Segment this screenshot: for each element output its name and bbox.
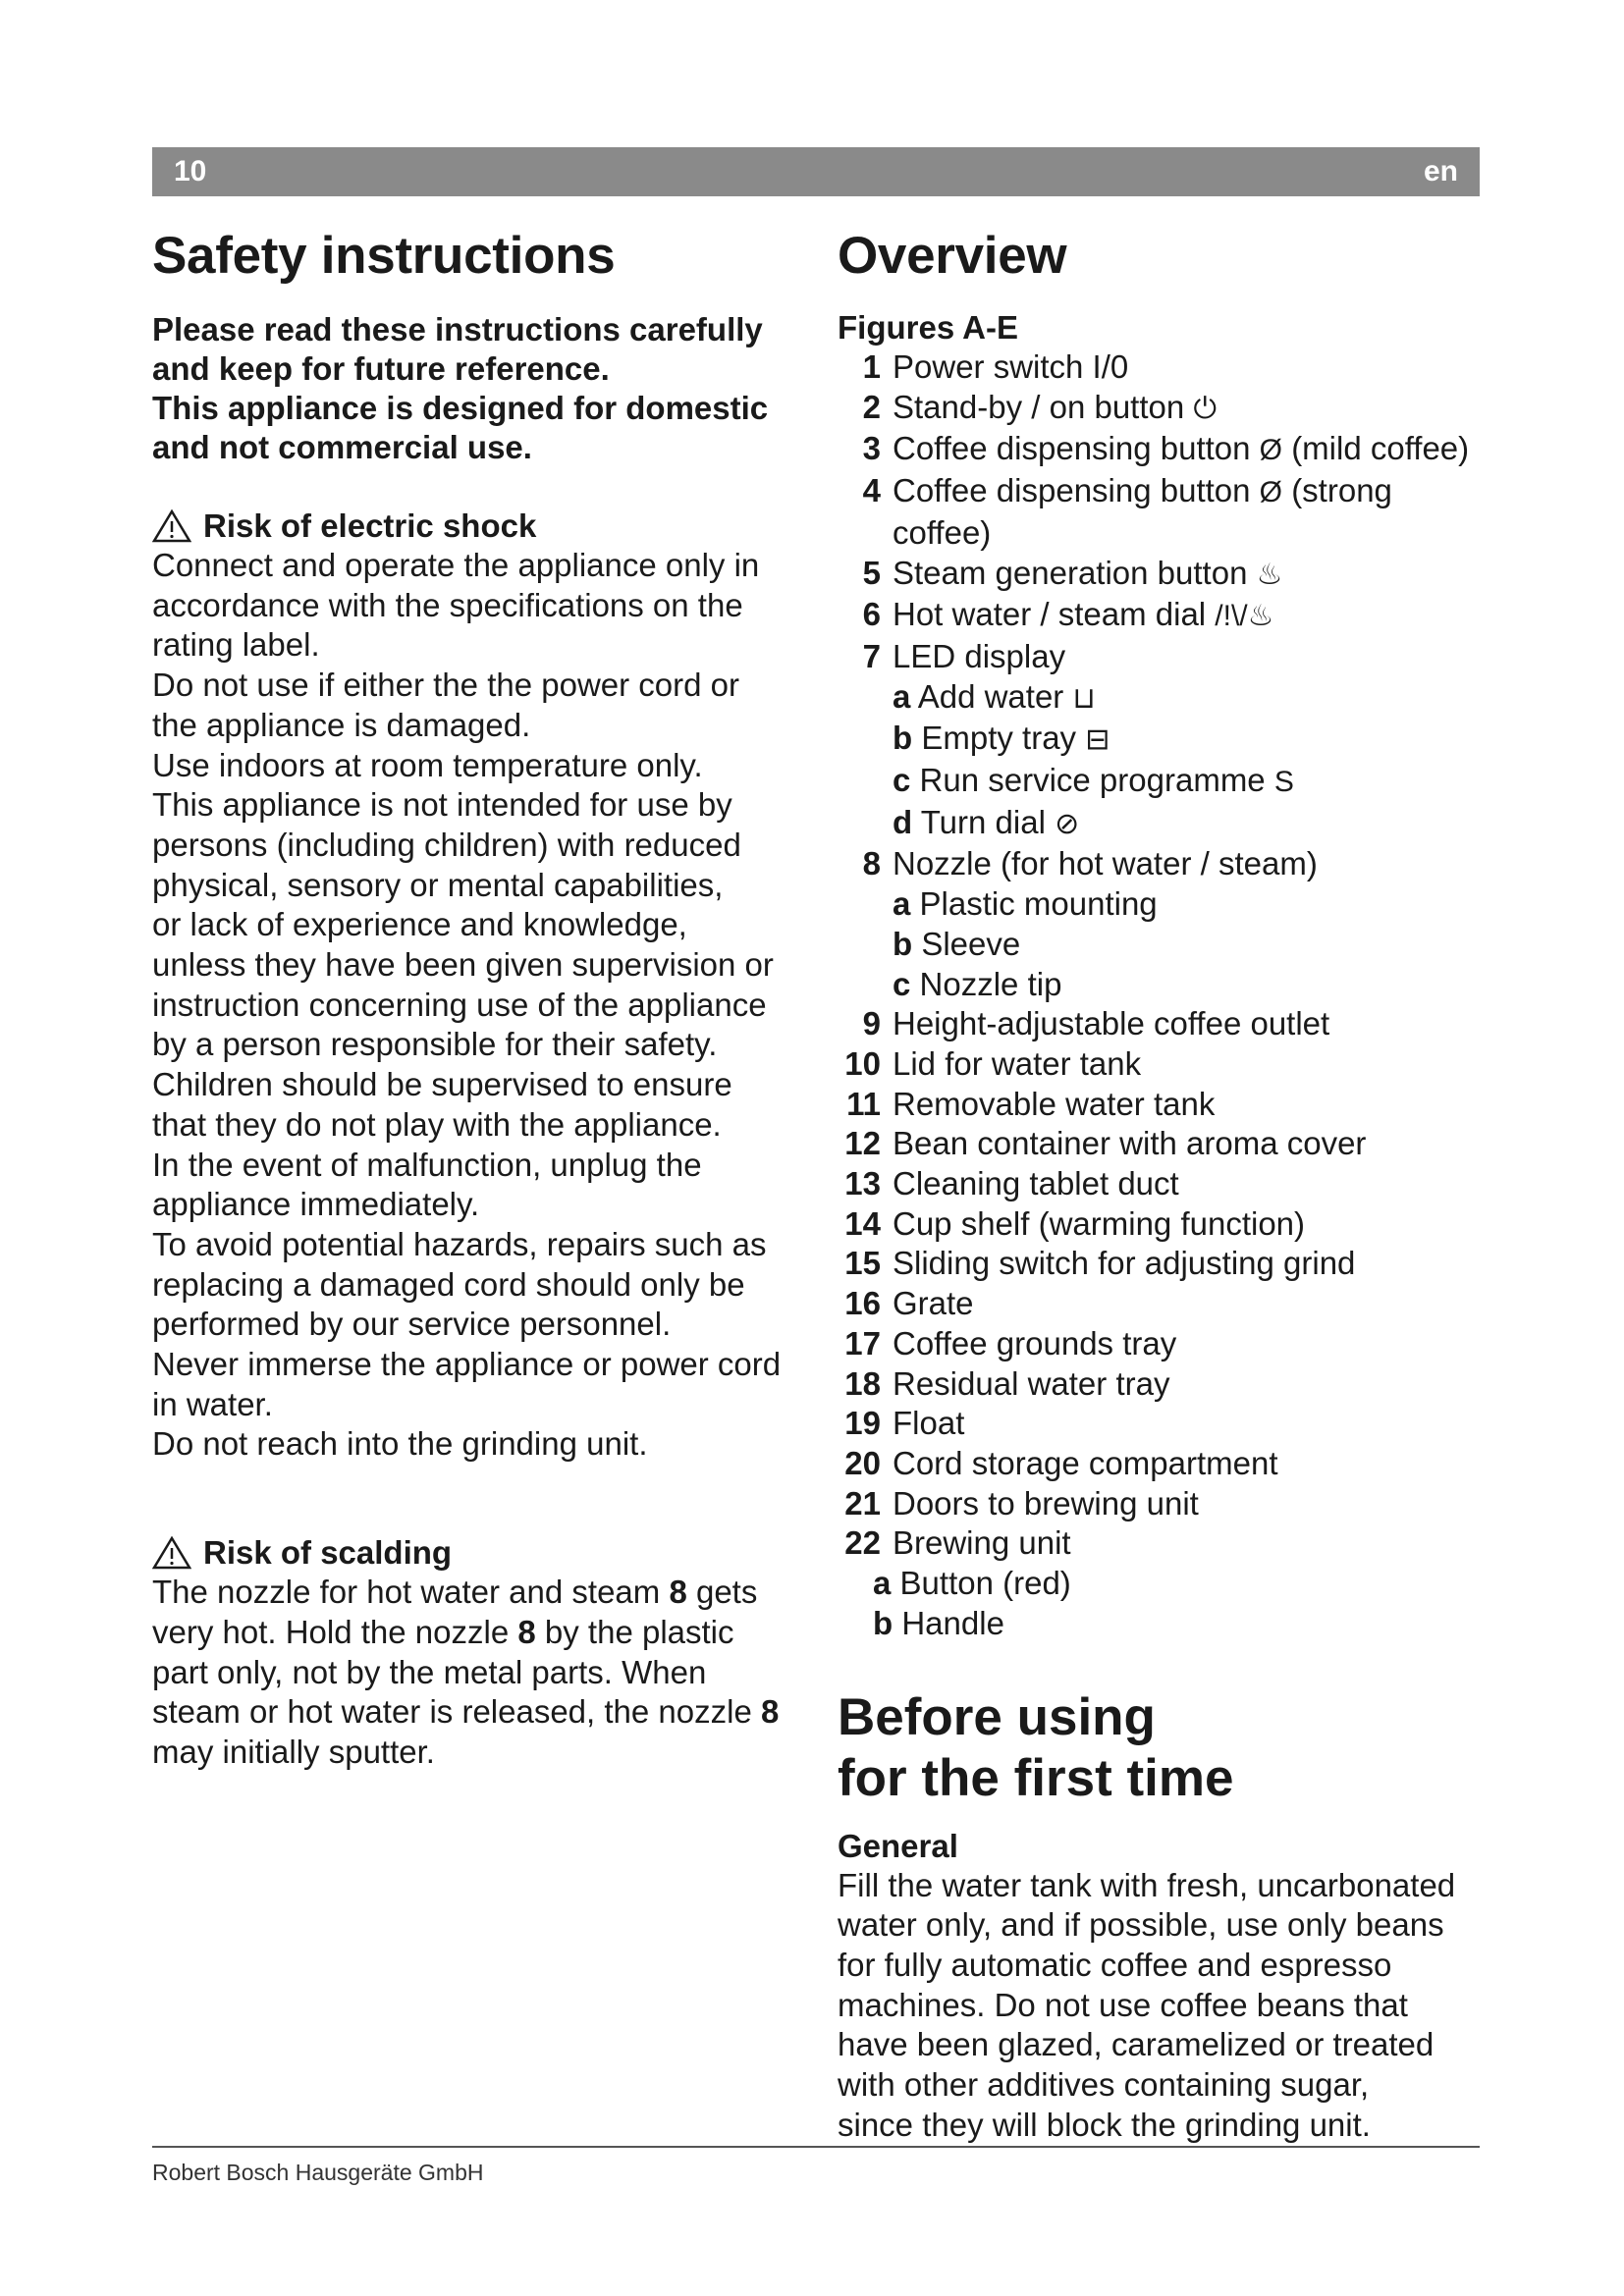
text-line: rating label.	[152, 626, 320, 664]
sub-item: c Nozzle tip	[893, 965, 1062, 1002]
list-item-continuation: coffee)	[893, 513, 992, 551]
add-water-icon: ⊔	[1072, 681, 1096, 715]
footer-company: Robert Bosch Hausgeräte GmbH	[152, 2160, 484, 2185]
overview-column	[838, 224, 1486, 2145]
intro-line: Please read these instructions carefully	[152, 311, 763, 347]
text-line: part only, not by the metal parts. When	[152, 1653, 707, 1690]
sub-item: b Sleeve	[893, 925, 1021, 962]
electric-shock-heading-text: Risk of electric shock	[203, 507, 537, 544]
text-line: Do not reach into the grinding unit.	[152, 1425, 648, 1463]
electric-shock-heading	[152, 507, 800, 546]
list-item: 4 Coffee dispensing button Ø (strong	[862, 472, 1392, 509]
list-item: 20 Cord storage compartment	[844, 1444, 1278, 1481]
intro-line: and not commercial use.	[152, 429, 532, 465]
text-line: Fill the water tank with fresh, uncarbonated	[838, 1866, 1456, 1903]
text-line: by a person responsible for their safety.	[152, 1026, 718, 1063]
text-line: performed by our service personnel.	[152, 1306, 672, 1343]
list-item: 21 Doors to brewing unit	[844, 1484, 1199, 1522]
list-item: 8 Nozzle (for hot water / steam)	[862, 845, 1318, 882]
scalding-heading	[152, 1533, 800, 1573]
list-item: 9 Height-adjustable coffee outlet	[862, 1005, 1330, 1042]
general-text	[838, 1866, 1486, 2146]
list-item: 11 Removable water tank	[846, 1085, 1216, 1122]
list-item: 13 Cleaning tablet duct	[844, 1165, 1179, 1202]
text-line: that they do not play with the appliance.	[152, 1105, 722, 1143]
safety-intro	[152, 310, 800, 467]
text-line: with other additives containing sugar,	[838, 2066, 1370, 2104]
general-heading: General	[838, 1827, 958, 1864]
list-item: 10 Lid for water tank	[844, 1044, 1142, 1082]
sub-item: c Run service programme S	[893, 762, 1294, 799]
text-line: In the event of malfunction, unplug the	[152, 1146, 702, 1183]
text-line: the appliance is damaged.	[152, 706, 531, 743]
footer-divider	[152, 2146, 1480, 2148]
text-line: for fully automatic coffee and espresso	[838, 1946, 1392, 1983]
scalding-section	[152, 1533, 800, 1773]
text-line: instruction concerning use of the appliance	[152, 986, 767, 1023]
text-line: machines. Do not use coffee beans that	[838, 1986, 1408, 2023]
scalding-text	[152, 1573, 800, 1773]
sub-item: d Turn dial ⊘	[893, 803, 1080, 840]
text-line: have been glazed, caramelized or treated	[838, 2026, 1435, 2063]
before-first-use-title: Before using for the first time	[838, 1687, 1234, 1807]
text-line: since they will block the grinding unit.	[838, 2106, 1371, 2143]
text-line: very hot. Hold the nozzle 8 by the plastic	[152, 1613, 734, 1650]
list-item: 18 Residual water tray	[844, 1364, 1170, 1402]
text-line: accordance with the specifications on the	[152, 586, 743, 623]
turn-dial-icon: ⊘	[1055, 807, 1080, 840]
text-line: This appliance is not intended for use by	[152, 786, 732, 824]
sub-item: a Add water ⊔	[893, 677, 1096, 715]
text-line: water only, and if possible, use only beans	[838, 1906, 1444, 1944]
text-line: Do not use if either the the power cord or	[152, 667, 739, 704]
text-line: appliance immediately.	[152, 1186, 480, 1223]
mild-coffee-icon: Ø	[1259, 434, 1283, 467]
scalding-heading-text: Risk of scalding	[203, 1534, 453, 1572]
list-item: 15 Sliding switch for adjusting grind	[844, 1245, 1356, 1282]
sub-item: a Plastic mounting	[893, 885, 1158, 923]
text-line: Connect and operate the appliance only in	[152, 547, 760, 583]
safety-title: Safety instructions	[152, 227, 616, 285]
list-item: 2 Stand-by / on button ⏻	[862, 388, 1218, 425]
text-line: To avoid potential hazards, repairs such as	[152, 1225, 767, 1262]
list-item: 12 Bean container with aroma cover	[844, 1125, 1367, 1162]
page-header-bar	[152, 147, 1480, 196]
strong-coffee-icon: Ø	[1259, 476, 1283, 509]
list-item: 7 LED display	[862, 637, 1066, 674]
list-item: 17 Coffee grounds tray	[844, 1324, 1177, 1362]
safety-column	[152, 224, 800, 1773]
list-item: 1 Power switch I/0	[862, 348, 1129, 385]
intro-line: This appliance is designed for domestic	[152, 390, 769, 426]
text-line: Use indoors at room temperature only.	[152, 746, 703, 783]
hot-water-steam-icon: /!\/♨	[1215, 600, 1274, 633]
power-icon: ⏻	[1193, 392, 1218, 425]
text-line: Never immerse the appliance or power cord	[152, 1346, 782, 1383]
text-line: Children should be supervised to ensure	[152, 1066, 732, 1103]
text-line: or lack of experience and knowledge,	[152, 906, 687, 943]
electric-shock-text	[152, 546, 800, 1465]
text-line: unless they have been given supervision or	[152, 946, 774, 984]
list-item: 16 Grate	[844, 1285, 974, 1322]
figures-label: Figures A-E	[838, 309, 1018, 346]
sub-item: b Handle	[873, 1604, 1004, 1641]
text-line: in water.	[152, 1385, 273, 1422]
list-item: 19 Float	[844, 1405, 965, 1442]
text-line: The nozzle for hot water and steam 8 gets	[152, 1574, 758, 1611]
electric-shock-section	[152, 507, 800, 1465]
language-code: en	[1423, 155, 1458, 187]
list-item: 3 Coffee dispensing button Ø (mild coffee)	[862, 430, 1470, 467]
warning-triangle-icon	[152, 508, 191, 544]
text-line: persons (including children) with reduced	[152, 826, 741, 863]
list-item: 22 Brewing unit	[844, 1524, 1071, 1562]
sub-item: a Button (red)	[873, 1565, 1071, 1602]
overview-title: Overview	[838, 227, 1067, 285]
page-number: 10	[174, 155, 207, 187]
text-line: may initially sputter.	[152, 1733, 435, 1770]
service-icon: S	[1273, 766, 1294, 799]
list-item: 5 Steam generation button ♨	[862, 554, 1283, 591]
overview-list	[838, 347, 1486, 1644]
sub-item: b Empty tray ⊟	[893, 720, 1110, 757]
intro-line: and keep for future reference.	[152, 350, 610, 387]
steam-icon: ♨	[1256, 558, 1283, 591]
text-line: physical, sensory or mental capabilities,	[152, 866, 724, 903]
list-item: 6 Hot water / steam dial /!\/♨	[862, 596, 1274, 633]
text-line: steam or hot water is released, the nozzle 8	[152, 1693, 780, 1731]
warning-triangle-icon	[152, 1535, 191, 1571]
empty-tray-icon: ⊟	[1085, 723, 1110, 757]
list-item: 14 Cup shelf (warming function)	[844, 1204, 1306, 1242]
text-line: replacing a damaged cord should only be	[152, 1265, 745, 1303]
